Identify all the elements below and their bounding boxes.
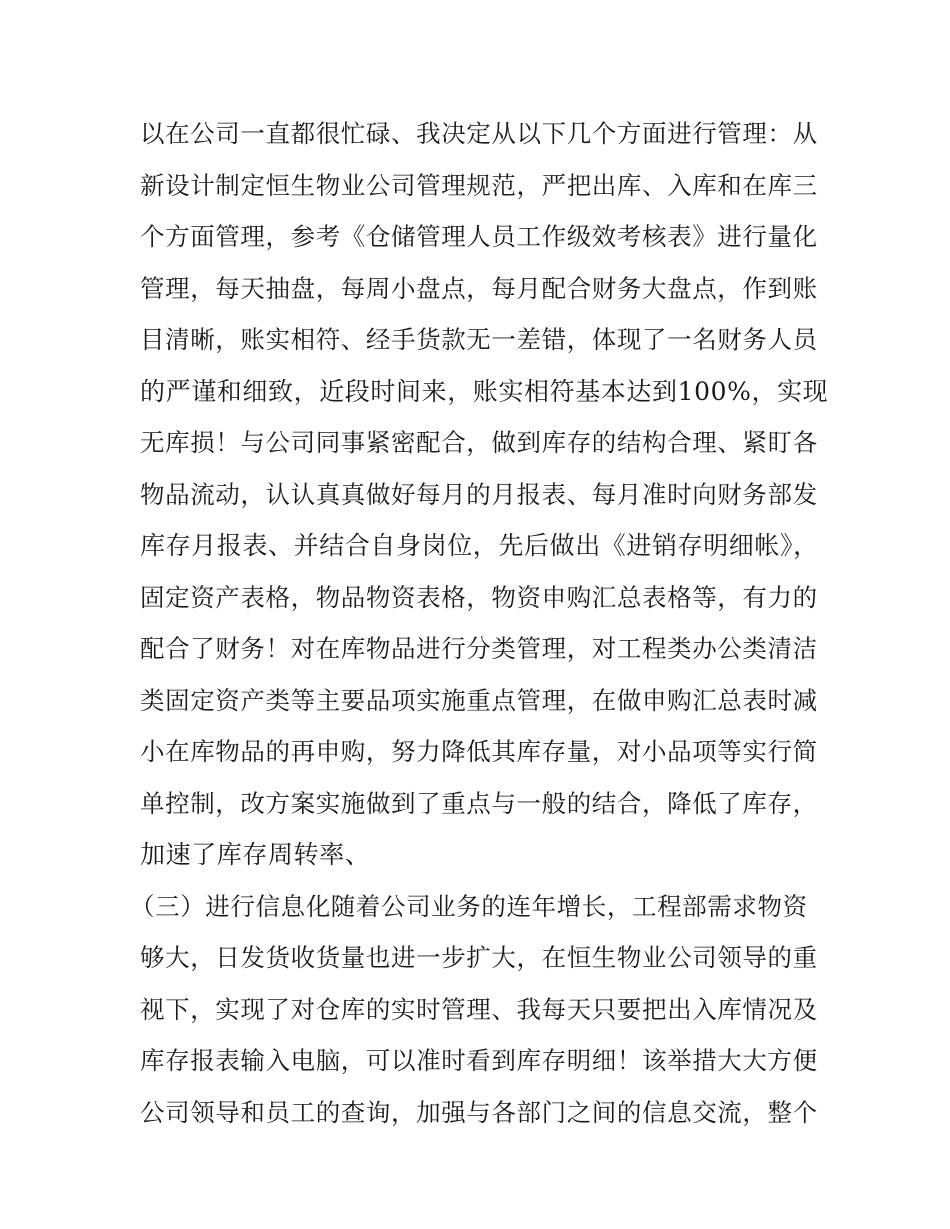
text-line: 类固定资产类等主要品项实施重点管理，在做申购汇总表时减: [140, 685, 818, 715]
text-line: 公司领导和员工的查询，加强与各部门之间的信息交流，整个: [140, 1097, 818, 1127]
section-heading-line: （三）进行信息化随着公司业务的连年增长，工程部需求物资: [130, 891, 808, 921]
text-line: 物品流动，认认真真做好每月的月报表、每月准时向财务部发: [140, 479, 818, 509]
text-line: 够大，日发货收货量也进一步扩大，在恒生物业公司领导的重: [140, 943, 818, 972]
text-line: 管理，每天抽盘，每周小盘点，每月配合财务大盘点，作到账: [140, 273, 818, 303]
text-line: 以在公司一直都很忙碌、我决定从以下几个方面进行管理：从: [140, 119, 818, 148]
text-line: 配合了财务！对在库物品进行分类管理，对工程类办公类清洁: [140, 634, 818, 663]
text-line: 个方面管理，参考《仓储管理人员工作级效考核表》进行量化: [140, 222, 818, 251]
text-line: 视下，实现了对仓库的实时管理、我每天只要把出入库情况及: [140, 994, 818, 1024]
text-line: 的严谨和细致，近段时间来，账实相符基本达到100%，实现: [140, 376, 829, 406]
text-line: 库存月报表、并结合自身岗位，先后做出《进销存明细帐》，: [140, 531, 819, 560]
body-text: [130, 108, 829, 1138]
text-line: 固定资产表格，物品物资表格，物资申购汇总表格等，有力的: [140, 582, 818, 612]
text-line: 单控制，改方案实施做到了重点与一般的结合，降低了库存，: [140, 788, 818, 818]
text-line: 新设计制定恒生物业公司管理规范，严把出库、入库和在库三: [140, 170, 818, 200]
text-line: 目清晰，账实相符、经手货款无一差错，体现了一名财务人员: [140, 325, 818, 354]
text-line: 无库损！与公司同事紧密配合，做到库存的结构合理、紧盯各: [140, 428, 818, 457]
text-line: 加速了库存周转率、: [140, 840, 371, 869]
text-line: 库存报表输入电脑，可以准时看到库存明细！该举措大大方便: [140, 1046, 818, 1075]
text-line: 小在库物品的再申购，努力降低其库存量，对小品项等实行简: [140, 737, 818, 766]
